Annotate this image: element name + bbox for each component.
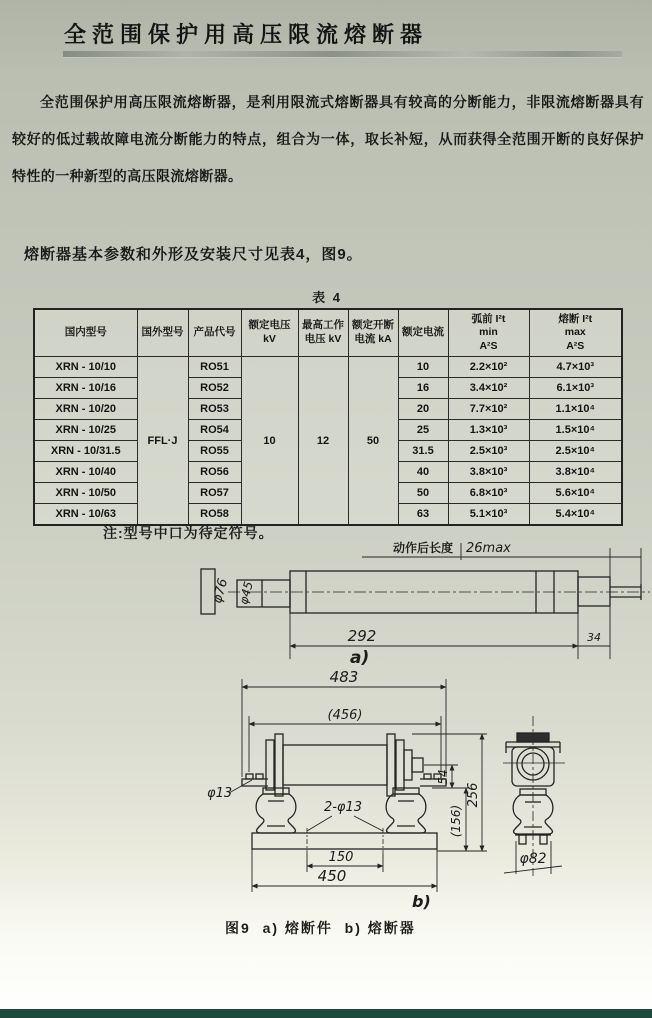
figure-caption: 图9 a) 熔断件 b) 熔断器 <box>225 920 416 936</box>
cell-domestic-model: XRN - 10/63 <box>34 504 137 526</box>
cell-rated-current: 20 <box>398 399 448 420</box>
dim-26max: 26max <box>466 541 511 556</box>
dim-dia-45: φ45 <box>236 579 256 606</box>
cell-prearc: 5.1×10³ <box>448 504 529 526</box>
cell-domestic-model: XRN - 10/16 <box>34 378 137 399</box>
dim-2x13: 2-φ13 <box>323 800 363 815</box>
col-header-domestic-model: 国内型号 <box>34 309 137 357</box>
cell-domestic-model: XRN - 10/50 <box>34 483 137 504</box>
dim-dia-13: φ13 <box>207 786 233 801</box>
cell-melt: 1.5×10⁴ <box>529 420 622 441</box>
dim-34: 34 <box>587 631 601 644</box>
cell-rated-current: 10 <box>398 357 448 378</box>
cell-domestic-model: XRN - 10/40 <box>34 462 137 483</box>
cell-prearc: 7.7×10² <box>448 399 529 420</box>
intro-paragraph: 全范围保护用高压限流熔断器，是利用限流式熔断器具有较高的分断能力，非限流熔断器具有较好的低过载故障电流分断能力的特点，组合为一体，取长补短，从而获得全范围开断的良好保护特性的一种新型的高压限流熔断器。 <box>12 94 644 184</box>
cell-melt: 2.5×10⁴ <box>529 441 622 462</box>
cell-product-code: RO57 <box>188 483 241 504</box>
col-header-melt-i2t: 熔断 I²t max A²S <box>529 309 622 357</box>
cell-rated-current: 40 <box>398 462 448 483</box>
cell-prearc: 6.8×10³ <box>448 483 529 504</box>
cell-rated-voltage-merged: 10 <box>241 357 298 526</box>
cell-melt: 3.8×10⁴ <box>529 462 622 483</box>
col-header-breaking-current: 额定开断 电流 kA <box>348 309 398 357</box>
dim-156: (156) <box>449 804 463 838</box>
cell-prearc: 3.4×10² <box>448 378 529 399</box>
cell-product-code: RO51 <box>188 357 241 378</box>
dim-54: 54 <box>436 769 450 785</box>
dim-150: 150 <box>328 850 354 865</box>
label-post-action-length: 动作后长度 <box>393 541 454 555</box>
cell-melt: 1.1×10⁴ <box>529 399 622 420</box>
cell-product-code: RO53 <box>188 399 241 420</box>
label-a: a) <box>350 648 370 668</box>
label-b: b) <box>412 892 431 911</box>
cell-melt: 5.4×10⁴ <box>529 504 622 526</box>
table-row <box>34 357 622 378</box>
cell-max-voltage-merged: 12 <box>298 357 348 526</box>
dim-450: 450 <box>317 867 347 885</box>
cell-product-code: RO56 <box>188 462 241 483</box>
col-header-product-code: 产品代号 <box>188 309 241 357</box>
cell-rated-current: 31.5 <box>398 441 448 462</box>
cell-melt: 4.7×10³ <box>529 357 622 378</box>
cell-product-code: RO54 <box>188 420 241 441</box>
dim-292: 292 <box>347 627 377 645</box>
col-header-max-working-voltage: 最高工作 电压 kV <box>298 309 348 357</box>
dim-dia-82: φ82 <box>519 851 547 867</box>
cell-domestic-model: XRN - 10/20 <box>34 399 137 420</box>
header-row <box>34 309 622 357</box>
dim-456: (456) <box>327 708 363 723</box>
table-caption: 表 4 <box>312 290 342 305</box>
fuse-element-outline <box>201 569 650 614</box>
cell-domestic-model: XRN - 10/10 <box>34 357 137 378</box>
table-note: 注:型号中口为待定符号。 <box>103 525 274 541</box>
cell-prearc: 2.5×10³ <box>448 441 529 462</box>
cell-domestic-model: XRN - 10/31.5 <box>34 441 137 462</box>
dim-256: 256 <box>466 782 481 808</box>
cell-domestic-model: XRN - 10/25 <box>34 420 137 441</box>
cell-rated-current: 63 <box>398 504 448 526</box>
cell-prearc: 2.2×10² <box>448 357 529 378</box>
page-title: 全范围保护用高压限流熔断器 <box>64 22 429 47</box>
cell-product-code: RO52 <box>188 378 241 399</box>
lead-line: 熔断器基本参数和外形及安装尺寸见表4，图9。 <box>24 246 363 263</box>
title-underline <box>63 51 622 57</box>
cell-melt: 6.1×10³ <box>529 378 622 399</box>
cell-prearc: 3.8×10³ <box>448 462 529 483</box>
parameters-table <box>33 308 623 526</box>
dim-dia-76: φ76 <box>210 577 232 606</box>
cell-breaking-current-merged: 50 <box>348 357 398 526</box>
cell-prearc: 1.3×10³ <box>448 420 529 441</box>
cell-rated-current: 25 <box>398 420 448 441</box>
cell-rated-current: 50 <box>398 483 448 504</box>
cell-product-code: RO58 <box>188 504 241 526</box>
col-header-rated-voltage: 额定电压 kV <box>241 309 298 357</box>
cell-rated-current: 16 <box>398 378 448 399</box>
cell-melt: 5.6×10⁴ <box>529 483 622 504</box>
fuse-assembly-outline <box>242 734 446 853</box>
col-header-rated-current: 额定电流 <box>398 309 448 357</box>
col-header-prearc-i2t: 弧前 I²t min A²S <box>448 309 529 357</box>
figure-9-drawing <box>0 538 652 952</box>
cell-product-code: RO55 <box>188 441 241 462</box>
scan-edge-strip <box>0 1009 652 1018</box>
dim-483: 483 <box>329 668 359 686</box>
col-header-foreign-model: 国外型号 <box>137 309 188 357</box>
cell-foreign-model-merged: FFL·J <box>137 357 188 526</box>
